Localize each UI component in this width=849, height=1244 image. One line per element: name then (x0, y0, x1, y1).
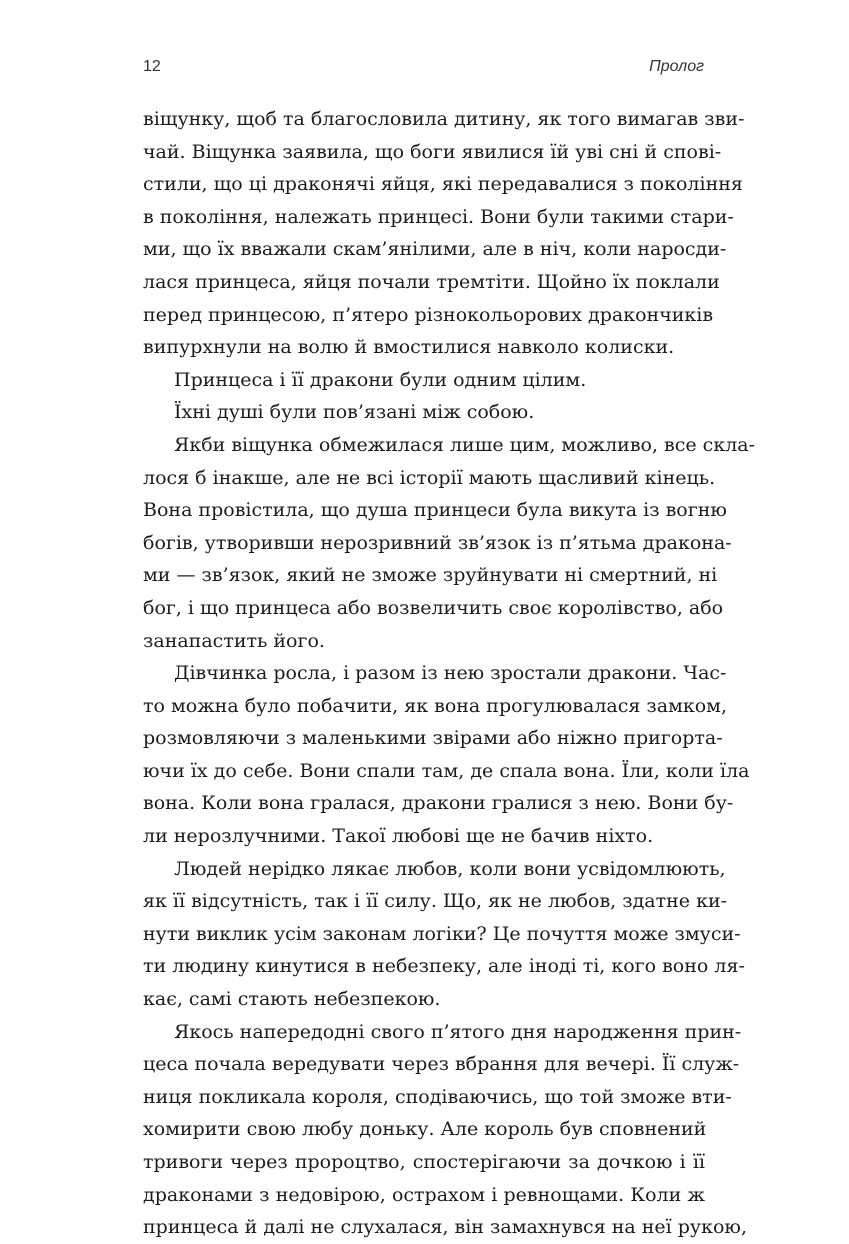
text-line: лася принцеса, яйця почали тремтіти. Щойно їх поклали (143, 270, 720, 293)
text-line: лося б інакше, але не всі історії мають щасливий кінець. (143, 466, 716, 489)
text-line: Принцеса і її дракони були одним цілим. (174, 368, 587, 391)
text-line: принцеса й далі не слухалася, він замахнувся на неї рукою, (143, 1216, 748, 1239)
chapter-title: Пролог (649, 58, 704, 75)
text-line: Їхні душі були пов’язані між собою. (174, 401, 535, 424)
page-number: 12 (143, 58, 161, 75)
text-line: ниця покликала короля, сподіваючись, що той зможе вти- (143, 1085, 732, 1108)
text-line: цеса почала вередувати через вбрання для вечері. Її служ- (143, 1053, 740, 1076)
body-text (143, 103, 756, 1244)
text-line: Дівчинка росла, і разом із нею зростали дракони. Час- (174, 662, 727, 685)
text-line: віщунку, щоб та благословила дитину, як того вимагав зви- (143, 108, 745, 130)
text-line: Якби віщунка обмежилася лише цим, можливо, все скла- (174, 433, 756, 456)
text-line: занапастить його. (143, 629, 325, 652)
text-line: вона. Коли вона гралася, дракони гралися з нею. Вони бу- (143, 792, 734, 815)
text-line: випурхнули на волю й вмостилися навколо колиски. (143, 336, 675, 359)
text-line: кає, самі стають небезпекою. (143, 988, 441, 1011)
text-line: чай. Віщунка заявила, що боги явилися їй уві сні й сповi- (143, 140, 722, 163)
text-line: ли нерозлучними. Такої любові ще не бачив ніхто. (143, 825, 654, 848)
text-line: перед принцесою, п’ятеро різнокольорових дракончиків (143, 303, 714, 326)
text-line: ти людину кинутися в небезпеку, але іноді ті, кого воно ля- (143, 955, 745, 978)
text-line: як її відсутність, так і її силу. Що, як не любов, здатне ки- (143, 890, 728, 913)
text-line: ючи їх до себе. Вони спали там, де спала вона. Їли, коли їла (143, 759, 750, 782)
text-line: хомирити свою любу доньку. Але король був сповнений (143, 1118, 707, 1141)
text-line: ми — зв’язок, який не зможе зруйнувати ні смертний, ні (143, 564, 718, 587)
text-line: Якось напередодні свого п’ятого дня народження прин- (174, 1020, 742, 1043)
text-line: Вона провістила, що душа принцеси була викута із вогню (143, 499, 727, 522)
text-line: то можна було побачити, як вона прогулювалася замком, (143, 694, 727, 717)
text-line: в покоління, належать принцесі. Вони були такими стари- (143, 205, 734, 228)
text-line: стили, що ці драконячі яйця, які передавалися з покоління (143, 173, 743, 196)
text-line: тривоги через пророцтво, спостерігаючи за дочкою і її (143, 1151, 705, 1173)
text-line: бог, і що принцеса або возвеличить своє королівство, або (143, 596, 724, 619)
text-line: драконами з недовірою, острахом і ревнощами. Коли ж (143, 1183, 705, 1206)
text-line: нути виклик усім законам логіки? Це почуття може змуси- (143, 922, 741, 945)
text-line: ми, що їх вважали скам’янілими, але в ніч, коли наросди- (143, 238, 727, 261)
text-line: розмовляючи з маленькими звірами або ніжно пригорта- (143, 727, 723, 750)
text-line: Людей нерідко лякає любов, коли вони усвідомлюють, (174, 857, 726, 880)
text-line: богів, утворивши нерозривний зв’язок із п’ятьма дракона- (143, 531, 732, 554)
